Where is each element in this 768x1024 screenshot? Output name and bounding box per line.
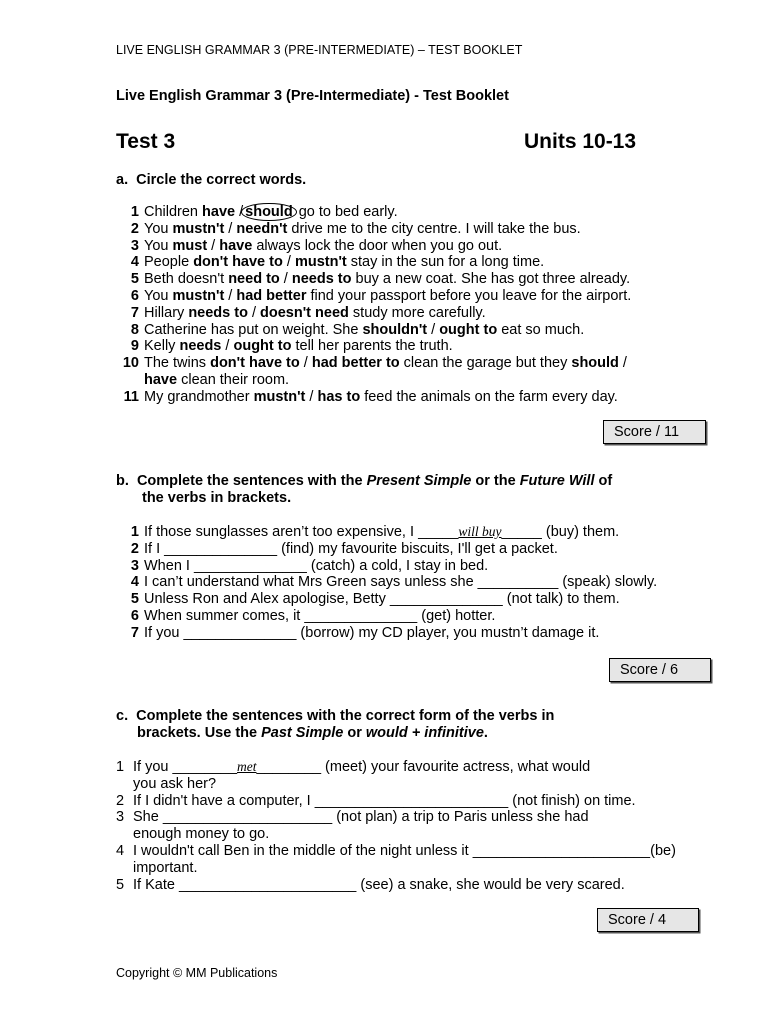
circled-answer: should [241, 203, 297, 221]
list-item: 1 Children have / should go to bed early. [130, 204, 398, 220]
list-item: 2 You mustn't / needn't drive me to the city centre. I will take the bus. [130, 220, 581, 237]
list-item: 2 If I didn't have a computer, I ________________________ (not finish) on time. [116, 792, 636, 809]
list-item-continuation: have clean their room. [144, 371, 290, 388]
section-a-list [116, 204, 631, 406]
list-item: 7 Hillary needs to / doesn't need study more carefully. [130, 304, 486, 321]
list-item-continuation: important. [133, 859, 198, 876]
list-item: 5 If Kate ______________________ (see) a snake, she would be very scared. [116, 876, 625, 893]
score-box-a: Score / 11 [603, 420, 706, 444]
list-item: 3 She _____________________ (not plan) a trip to Paris unless she had [116, 809, 589, 826]
list-item: 1 If you ________met________ (meet) your favourite actress, what would [116, 759, 591, 775]
answer-blank[interactable]: ______________ [164, 540, 278, 557]
list-item: 8 Catherine has put on weight. She shouldn't / ought to eat so much. [130, 321, 585, 338]
test-title: Test 3 [116, 130, 176, 153]
list-item: 4 I can’t understand what Mrs Green says unless she __________ (speak) slowly. [130, 574, 658, 591]
list-item: 3 When I ______________ (catch) a cold, I stay in bed. [130, 557, 489, 574]
list-item: 5 Unless Ron and Alex apologise, Betty ______________ (not talk) to them. [130, 591, 620, 608]
book-title: Live English Grammar 3 (Pre-Intermediate) - Test Booklet [116, 88, 509, 104]
units-title: Units 10-13 [524, 130, 637, 153]
answer-blank[interactable]: ______________ [193, 557, 307, 574]
section-c-instruction: c. Complete the sentences with the correct form of the verbs in brackets. Use the Past Simple or would + infinitive. [116, 708, 555, 741]
filled-answer: will buy [458, 524, 502, 539]
score-box-c: Score / 4 [597, 908, 699, 932]
filled-answer: met [237, 759, 257, 774]
list-item-continuation: you ask her? [133, 775, 217, 792]
score-box-b: Score / 6 [609, 658, 711, 682]
answer-blank[interactable]: _____________________ [162, 809, 333, 826]
answer-blank[interactable]: ______________ [389, 591, 503, 608]
answer-blank[interactable]: ______________ [304, 607, 418, 624]
list-item: 9 Kelly needs / ought to tell her parents the truth. [130, 338, 453, 355]
list-item: 5 Beth doesn't need to / needs to buy a new coat. She has got three already. [130, 271, 631, 288]
list-item: 1 If those sunglasses aren’t too expensive, I _____will buy_____ (buy) them. [130, 524, 620, 540]
answer-blank[interactable]: ________________________ [314, 792, 509, 809]
answer-blank[interactable]: __________ [477, 574, 559, 591]
list-item: 4 I wouldn't call Ben in the middle of the night unless it ______________________(be) [116, 842, 676, 859]
section-b-instruction: b. Complete the sentences with the Present Simple or the Future Will of the verbs in brackets. [116, 473, 613, 506]
list-item: 2 If I ______________ (find) my favourite biscuits, I'll get a packet. [130, 540, 558, 557]
list-item: 6 You mustn't / had better find your passport before you leave for the airport. [130, 287, 632, 304]
list-item-continuation: enough money to go. [133, 826, 270, 843]
answer-blank[interactable]: ______________________ [472, 842, 651, 859]
section-c-list [116, 759, 676, 893]
running-header: LIVE ENGLISH GRAMMAR 3 (PRE-INTERMEDIATE) – TEST BOOKLET [116, 43, 523, 57]
list-item: 10 The twins don't have to / had better to clean the garage but they should / [122, 355, 627, 372]
list-item: 6 When summer comes, it ______________ (get) hotter. [130, 607, 496, 624]
answer-blank[interactable]: ______________________ [178, 876, 357, 893]
list-item: 4 People don't have to / mustn't stay in the sun for a long time. [130, 254, 545, 271]
list-item: 3 You must / have always lock the door when you go out. [130, 237, 503, 254]
list-item: 11 My grandmother mustn't / has to feed the animals on the farm every day. [123, 388, 618, 405]
section-b-list [116, 524, 657, 642]
answer-blank[interactable]: ______________ [183, 624, 297, 641]
list-item: 7 If you ______________ (borrow) my CD player, you mustn’t damage it. [130, 624, 600, 641]
copyright-footer: Copyright © MM Publications [116, 966, 278, 980]
section-a-instruction: a. Circle the correct words. [116, 172, 307, 188]
